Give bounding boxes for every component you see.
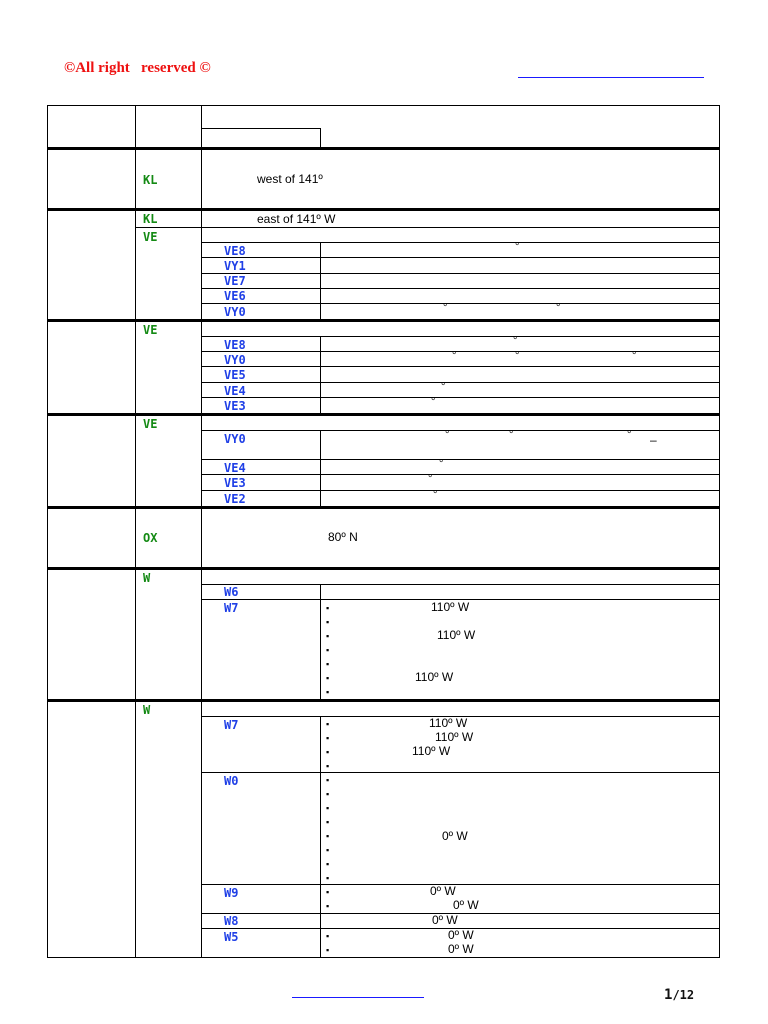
bullet: ▪ [326, 845, 330, 855]
degree-mark: ° [428, 473, 433, 485]
bullet: ▪ [326, 945, 330, 955]
bullet: ▪ [326, 733, 330, 743]
boundary-text: 110º W [412, 744, 451, 758]
boundary-text: 0º W [442, 829, 468, 843]
boundary-text: 110º W [429, 716, 468, 730]
row-line [201, 273, 720, 274]
row-line [201, 257, 720, 258]
subregion-code: VE3 [224, 476, 246, 490]
row-line [201, 913, 720, 914]
degree-mark: ° [441, 381, 446, 393]
section-separator [47, 506, 720, 509]
section-separator [47, 567, 720, 570]
row-line [201, 490, 720, 491]
bullet: ▪ [326, 747, 330, 757]
bullet: ▪ [326, 887, 330, 897]
row-line [201, 772, 720, 773]
degree-mark: ° [452, 350, 457, 362]
header-link[interactable] [518, 60, 704, 78]
subregion-code: VE5 [224, 368, 246, 382]
page-number [664, 984, 694, 1003]
subcolumn-divider [320, 716, 321, 958]
subregion-code: VE4 [224, 461, 246, 475]
subregion-code: W7 [224, 601, 239, 615]
table-border-top [47, 105, 720, 106]
row-line [201, 303, 720, 304]
subregion-code: VE8 [224, 244, 246, 258]
section-separator [47, 319, 720, 322]
region-code: VE [143, 323, 158, 337]
boundary-text: 0º W [432, 913, 458, 927]
column-divider [135, 105, 136, 958]
section-separator [47, 208, 720, 211]
degree-mark: ° [445, 429, 450, 441]
bullet: ▪ [326, 659, 330, 669]
region-code: VE [143, 230, 158, 244]
row-line [201, 351, 720, 352]
subregion-code: W7 [224, 718, 239, 732]
degree-mark: ° [433, 489, 438, 501]
region-code: W [143, 703, 151, 717]
degree-mark: ° [443, 302, 448, 314]
subregion-code: VE7 [224, 274, 246, 288]
subregion-code: W8 [224, 914, 239, 928]
row-line [201, 474, 720, 475]
copyright-notice: ©All right reserved © [64, 60, 211, 76]
bullet: ▪ [326, 789, 330, 799]
row-line [201, 382, 720, 383]
subregion-code: W5 [224, 930, 239, 944]
degree-mark: ° [556, 302, 561, 314]
page-total: /12 [672, 988, 695, 1002]
region-code: OX [143, 531, 158, 545]
row-line [201, 430, 720, 431]
region-code: VE [143, 417, 158, 431]
table-border-left [47, 105, 48, 958]
bullet: ▪ [326, 673, 330, 683]
boundary-text: 0º W [448, 928, 474, 942]
bullet: ▪ [326, 817, 330, 827]
page-current: 1 [664, 987, 673, 1003]
subregion-code: VY1 [224, 259, 246, 273]
subcolumn-divider [320, 430, 321, 507]
boundary-text: 0º W [448, 942, 474, 956]
subregion-code: VY0 [224, 432, 246, 446]
table-border-right [719, 105, 720, 958]
table-border-bottom [47, 957, 720, 958]
section-separator [47, 147, 720, 150]
subregion-code: VE4 [224, 384, 246, 398]
bullet: ▪ [326, 645, 330, 655]
subregion-code: VE3 [224, 399, 246, 413]
subcolumn-divider [320, 242, 321, 320]
column-divider [201, 105, 202, 958]
boundary-text: 110º W [437, 628, 476, 642]
degree-mark: ° [515, 241, 520, 253]
row-line [201, 336, 720, 337]
bullet: ▪ [326, 631, 330, 641]
row-line [201, 459, 720, 460]
row-line [201, 884, 720, 885]
bullet: ▪ [326, 803, 330, 813]
row-line [201, 397, 720, 398]
bullet: ▪ [326, 719, 330, 729]
region-code: KL [143, 212, 158, 226]
subregion-code: W6 [224, 585, 239, 599]
bullet: ▪ [326, 901, 330, 911]
boundary-text: east of 141º W [257, 212, 336, 226]
header-subcell [201, 128, 321, 129]
region-code: W [143, 571, 151, 585]
row-line [201, 288, 720, 289]
degree-mark: ° [509, 429, 514, 441]
bullet: ▪ [326, 603, 330, 613]
subregion-code: VY0 [224, 353, 246, 367]
degree-mark: ° [632, 350, 637, 362]
subregion-code: W9 [224, 886, 239, 900]
boundary-text: 110º W [435, 730, 474, 744]
bullet: ▪ [326, 775, 330, 785]
subregion-code: W0 [224, 774, 239, 788]
boundary-text: 110º W [431, 600, 470, 614]
subregion-code: VE6 [224, 289, 246, 303]
boundary-text: 0º W [430, 884, 456, 898]
bullet: ▪ [326, 687, 330, 697]
degree-mark: ° [515, 350, 520, 362]
boundary-text: 110º W [415, 670, 454, 684]
section-separator [47, 699, 720, 702]
footer-link[interactable] [292, 984, 424, 998]
subcolumn-divider [320, 584, 321, 700]
bullet: ▪ [326, 873, 330, 883]
subregion-code: VE8 [224, 338, 246, 352]
bullet: ▪ [326, 831, 330, 841]
row-line [135, 227, 720, 228]
header-subcell [320, 128, 321, 149]
row-line [201, 242, 720, 243]
section-separator [47, 413, 720, 416]
degree-mark: ° [439, 458, 444, 470]
degree-mark: ° [627, 429, 632, 441]
row-line [201, 366, 720, 367]
subregion-code: VY0 [224, 305, 246, 319]
bullet: ▪ [326, 931, 330, 941]
boundary-text: 80º N [328, 530, 358, 544]
degree-mark: ° [513, 335, 518, 347]
degree-mark: ° [431, 396, 436, 408]
boundary-text: west of 141º [257, 172, 323, 186]
bullet: ▪ [326, 859, 330, 869]
bullet: ▪ [326, 761, 330, 771]
dash-mark: – [650, 433, 657, 447]
row-line [201, 584, 720, 585]
subcolumn-divider [320, 336, 321, 414]
region-code: KL [143, 173, 158, 187]
subregion-code: VE2 [224, 492, 246, 506]
bullet: ▪ [326, 617, 330, 627]
boundary-text: 0º W [453, 898, 479, 912]
